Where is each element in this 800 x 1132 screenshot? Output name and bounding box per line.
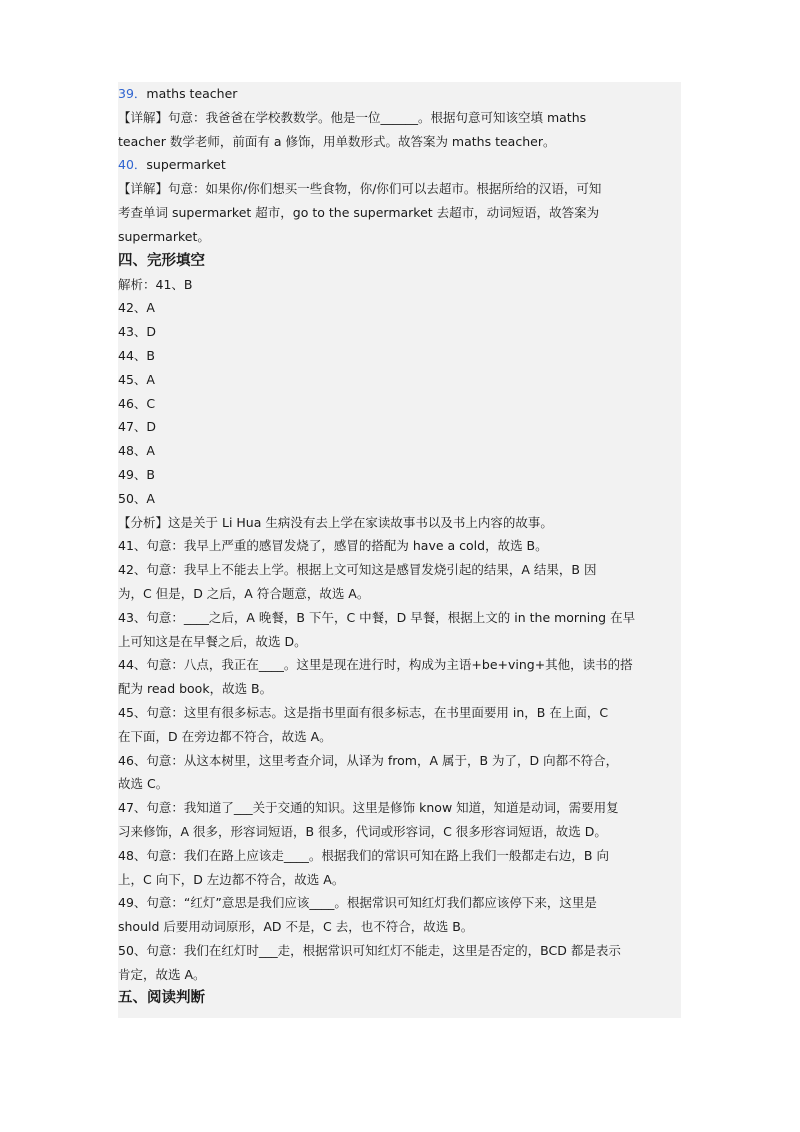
analysis-line: 46、句意：从这本树里，这里考查介词，从译为 from，A 属于，B 为了，D 向都不符合， [118, 752, 619, 768]
analysis-line: 45、句意：这里有很多标志。这是指书里面有很多标志，在书里面要用 in，B 在上面，C [118, 704, 609, 720]
analysis-line: 49、句意：“红灯”意思是我们应该____。根据常识可知红灯我们都应该停下来，这里是 [118, 895, 597, 911]
answer-item: 43、D [118, 324, 157, 340]
q40-explain-1: 【详解】句意：如果你/你们想买一些食物，你/你们可以去超市。根据所给的汉语，可知 [118, 181, 602, 197]
analysis-line: 48、句意：我们在路上应该走____。根据我们的常识可知在路上我们一般都走右边，B 向 [118, 847, 609, 863]
q40-number: 40． [118, 157, 147, 173]
analysis-line: should 后要用动词原形，AD 不是，C 去，也不符合，故选 B。 [118, 919, 474, 935]
q40-answer: supermarket [146, 157, 226, 173]
q39-answer: maths teacher [146, 86, 238, 101]
section-5-title: 五、阅读判断 [118, 990, 205, 1007]
analysis-line: 50、句意：我们在红灯时___走，根据常识可知红灯不能走，这里是否定的，BCD 都是表示 [118, 942, 621, 958]
analysis-line: 43、句意：____之后，A 晚餐，B 下午，C 中餐，D 早餐，根据上文的 in the morning 在早 [118, 609, 636, 625]
answer-item: 44、B [118, 347, 155, 363]
answer-item: 45、A [118, 371, 155, 387]
analysis-line: 故选 C。 [118, 776, 169, 792]
analysis-line: 42、句意：我早上不能去上学。根据上文可知这是感冒发烧引起的结果，A 结果，B 因 [118, 562, 597, 578]
analysis-line: 习来修饰，A 很多，形容词短语，B 很多，代词或形容词，C 很多形容词短语，故选 D。 [118, 823, 607, 839]
analysis-line: 上，C 向下，D 左边都不符合，故选 A。 [118, 871, 345, 887]
answer-item: 48、A [118, 443, 155, 459]
q40-explain-3: supermarket。 [118, 228, 210, 244]
analysis-line: 上可知这是在早餐之后，故选 D。 [118, 633, 307, 649]
answer-item: 42、A [118, 300, 155, 316]
answer-item: 47、D [118, 419, 157, 435]
analysis-line: 肯定，故选 A。 [118, 966, 206, 982]
q39-explain-2: teacher 数学老师，前面有 a 修饰，用单数形式。故答案为 maths teacher。 [118, 133, 556, 149]
q40-explain-2: 考查单词 supermarket 超市，go to the supermarket 去超市，动词短语，故答案为 [118, 204, 600, 220]
analysis-line: 47、句意：我知道了___关于交通的知识。这里是修饰 know 知道，知道是动词，需要用复 [118, 800, 619, 816]
answer-item: 46、C [118, 395, 156, 411]
analysis-line: 为，C 但是，D 之后，A 符合题意，故选 A。 [118, 585, 370, 601]
q40-answer-line [118, 153, 681, 177]
analysis-line: 配为 read book，故选 B。 [118, 681, 273, 697]
q39-number: 39． [118, 86, 147, 101]
analysis-line: 44、句意：八点，我正在____。这里是现在进行时，构成为主语+be+ving+其他，读书的搭 [118, 657, 633, 673]
analysis-line: 41、句意：我早上严重的感冒发烧了，感冒的搭配为 have a cold，故选 B。 [118, 538, 548, 554]
q39-answer-line [118, 82, 681, 106]
analysis-line: 在下面，D 在旁边都不符合，故选 A。 [118, 728, 332, 744]
q39-explain-1: 【详解】句意：我爸爸在学校教数学。他是一位______。根据句意可知该空填 maths [118, 109, 587, 125]
section-4-title: 四、完形填空 [118, 252, 205, 269]
answer-item: 50、A [118, 490, 155, 506]
analysis-line: 【分析】这是关于 Li Hua 生病没有去上学在家读故事书以及书上内容的故事。 [118, 514, 553, 530]
answer-list [118, 273, 681, 511]
analysis-block [118, 511, 681, 987]
answer-item: 49、B [118, 466, 155, 482]
answer-item: 解析：41、B [118, 276, 193, 292]
document-page [118, 82, 681, 1018]
